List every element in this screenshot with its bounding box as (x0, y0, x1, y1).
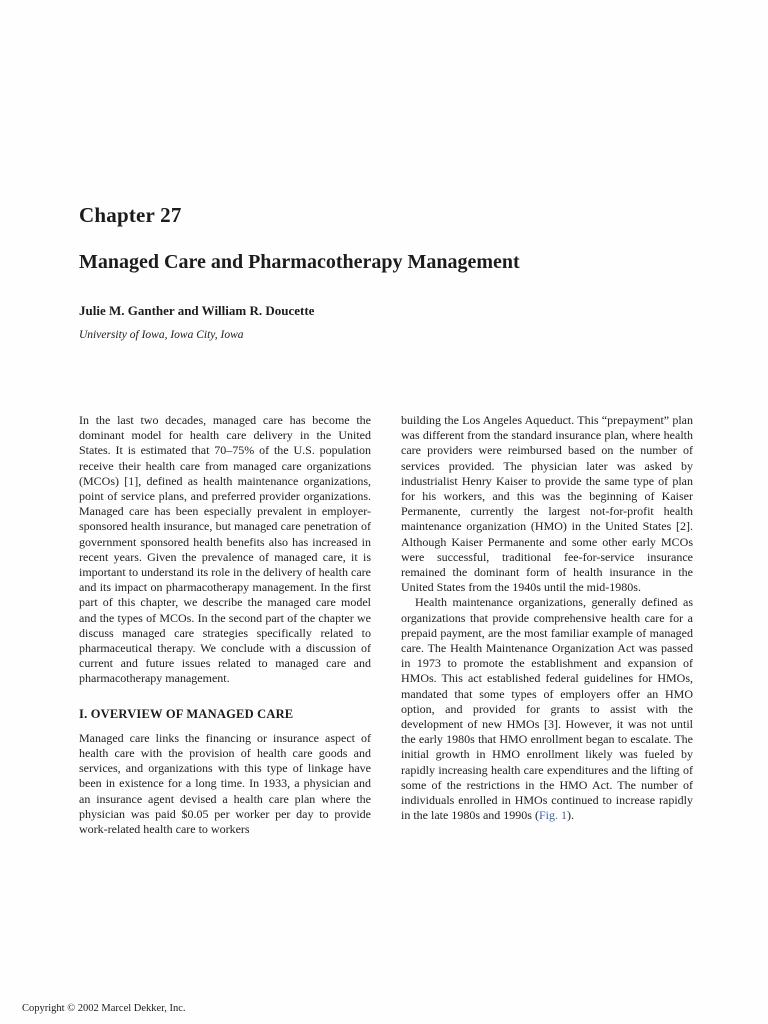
section-heading: I. OVERVIEW OF MANAGED CARE (79, 706, 294, 721)
hmo-paragraph (401, 595, 693, 823)
left-column (79, 413, 371, 837)
intro-paragraph: In the last two decades, managed care has become the dominant model for health care delivery in the United States. It is estimated that 70–75% of the U.S. population receive their health care from managed care organizations (MCOs) [1], defined as health maintenance organizations, point of service plans, and preferred provider organizations. Managed care has been especially prevalent in employer-sponsored health insurance, but managed care penetration of government sponsored health benefits also has increased in recent years. Given the prevalence of managed care, it is important to understand its role in the delivery of health care and its impact on pharmacotherapy management. In the first part of this chapter, we describe the managed care model and the types of MCOs. In the second part of the chapter we discuss managed care strategies specifically related to pharmaceutical therapy. We conclude with a discussion of current and future issues related to managed care and pharmacotherapy management. (79, 413, 371, 686)
copyright-notice: Copyright © 2002 Marcel Dekker, Inc. (22, 1003, 186, 1014)
authors: Julie M. Ganther and William R. Doucette (79, 303, 315, 318)
chapter-title: Managed Care and Pharmacotherapy Management (79, 251, 520, 273)
section-paragraph: Managed care links the financing or insurance aspect of health care with the provision of health care goods and services, and organizations with this type of linkage have been in existence for a long time. In 1933, a physician and an insurance agent devised a health care plan where the physician was paid $0.05 per worker per day to provide work-related health care to workers (79, 730, 371, 837)
continued-paragraph: building the Los Angeles Aqueduct. This “prepayment” plan was different from the standard insurance plan, where health care providers were reimbursed based on the number of services provided. The physician later was asked by industrialist Henry Kaiser to provide the same type of plan for his workers, and this was the beginning of Kaiser Permanente, currently the largest not-for-profit health maintenance organization (HMO) in the United States [2]. Although Kaiser Permanente and some other early MCOs were successful, traditional fee-for-service insurance remained the dominant form of health insurance in the United States from the 1940s until the mid-1980s. (401, 413, 693, 595)
affiliation: University of Iowa, Iowa City, Iowa (79, 329, 244, 341)
hmo-paragraph-end: ). (567, 808, 574, 823)
chapter-number: Chapter 27 (79, 203, 182, 227)
figure-link[interactable]: Fig. 1 (538, 808, 567, 823)
right-column (401, 413, 693, 823)
hmo-paragraph-text: Health maintenance organizations, generally defined as organizations that provide comprehensive health care for a prepaid payment, are the most familiar example of managed care. The Health Maintenance Organization Act was passed in 1973 to promote the establishment and expansion of HMOs. This act established federal guidelines for HMOs, mandated that some types of employers offer an HMO option, and provided for grants to assist with the development of new HMOs [3]. However, it was not until the early 1980s that HMO enrollment began to escalate. The initial growth in HMO enrollment likely was fueled by rapidly increasing health care expenditures and the lifting of some of the restrictions in the HMO Act. The number of individuals enrolled in HMOs continued to increase rapidly in the late 1980s and 1990s ( (401, 595, 693, 823)
